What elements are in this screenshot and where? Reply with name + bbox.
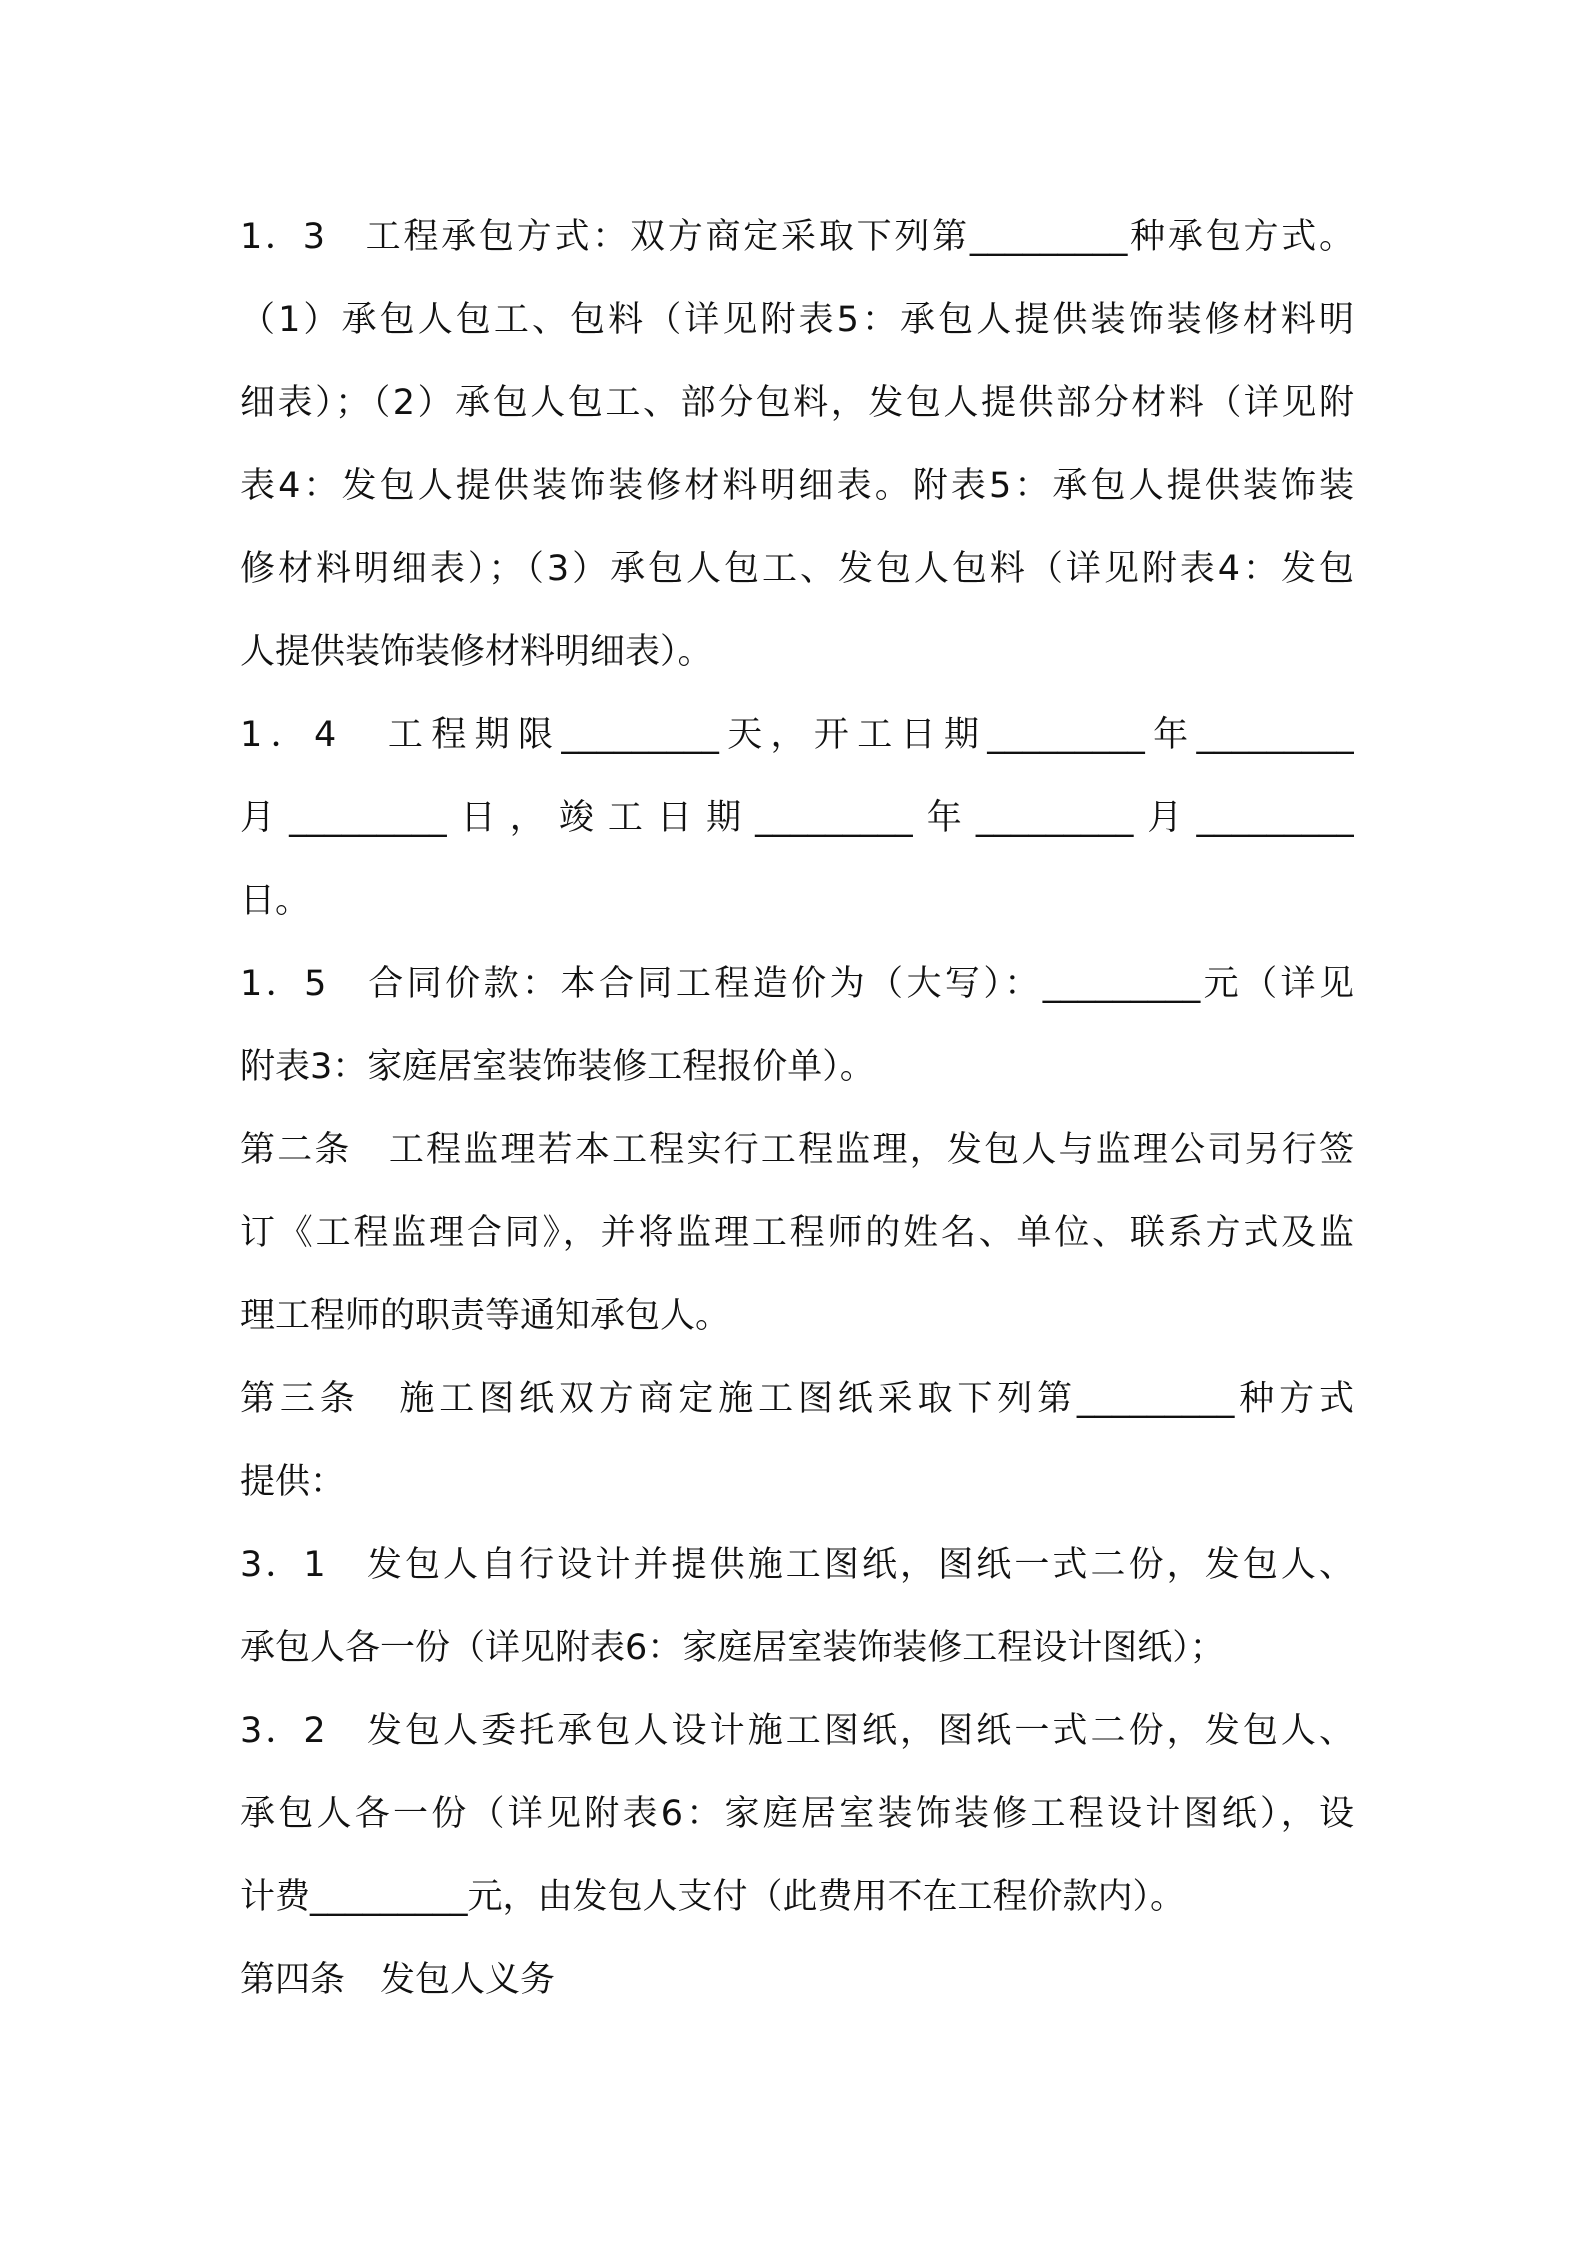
text-line: 3．2 发包人委托承包人设计施工图纸，图纸一式二份，发包人、: [240, 1711, 1354, 1751]
text-line: 表4：发包人提供装饰装修材料明细表。附表5：承包人提供装饰装: [240, 466, 1354, 506]
text-line: 提供：: [240, 1462, 346, 1502]
text-line: （1）承包人包工、包料（详见附表5：承包人提供装饰装修材料明: [240, 300, 1354, 340]
text-line: 日。: [240, 881, 311, 921]
text-line: 第四条 发包人义务: [240, 1960, 556, 2000]
text-line: 承包人各一份（详见附表6：家庭居室装饰装修工程设计图纸）；: [240, 1628, 1225, 1668]
text-line: 3．1 发包人自行设计并提供施工图纸，图纸一式二份，发包人、: [240, 1545, 1354, 1585]
text-line: 第三条 施工图纸双方商定施工图纸采取下列第_________种方式: [240, 1379, 1354, 1419]
text-line: 订《工程监理合同》，并将监理工程师的姓名、单位、联系方式及监: [240, 1213, 1354, 1253]
text-line: 承包人各一份（详见附表6：家庭居室装饰装修工程设计图纸），设: [240, 1794, 1354, 1834]
text-line: 附表3：家庭居室装饰装修工程报价单）。: [240, 1047, 875, 1087]
text-line: 月_________日，竣工日期_________年_________月_________: [240, 798, 1354, 838]
text-line: 1．3 工程承包方式：双方商定采取下列第_________种承包方式。: [240, 217, 1354, 257]
text-line: 人提供装饰装修材料明细表）。: [240, 632, 713, 672]
text-line: 细表）；（2）承包人包工、部分包料，发包人提供部分材料（详见附: [240, 383, 1354, 423]
text-line: 1．4 工程期限_________天，开工日期_________年_________: [240, 715, 1354, 755]
text-line: 第二条 工程监理若本工程实行工程监理，发包人与监理公司另行签: [240, 1130, 1354, 1170]
text-line: 1．5 合同价款：本合同工程造价为（大写）：_________元（详见: [240, 964, 1354, 1004]
text-line: 理工程师的职责等通知承包人。: [240, 1296, 731, 1336]
text-line: 计费_________元，由发包人支付（此费用不在工程价款内）。: [240, 1877, 1186, 1917]
document-page: [240, 196, 1354, 2022]
text-line: 修材料明细表）；（3）承包人包工、发包人包料（详见附表4：发包: [240, 549, 1354, 589]
